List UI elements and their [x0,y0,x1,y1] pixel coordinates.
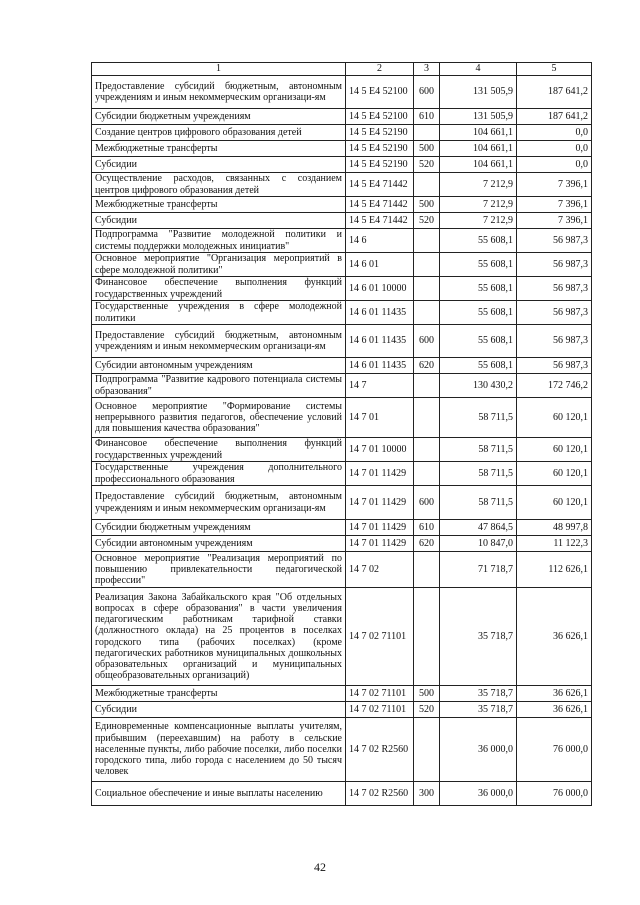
row-type-cell: 520 [414,157,440,173]
row-code-cell: 14 5 E4 71442 [346,213,414,229]
row-value-4-cell: 10 847,0 [440,536,517,552]
row-name-cell: Субсидии бюджетным учреждениям [92,520,346,536]
row-type-cell: 500 [414,686,440,702]
row-name-cell: Предоставление субсидий бюджетным, автономным учреждениям и иным некоммерческим организаци-ям [92,325,346,358]
row-value-4-cell: 131 505,9 [440,76,517,109]
row-type-cell [414,125,440,141]
table-row [92,398,592,438]
table-row [92,141,592,157]
row-type-cell [414,462,440,486]
table-row [92,462,592,486]
row-type-cell [414,173,440,197]
budget-table [91,62,592,806]
table-row [92,109,592,125]
row-type-cell: 620 [414,536,440,552]
row-value-4-cell: 36 000,0 [440,718,517,782]
row-name-cell: Основное мероприятие "Организация мероприятий в сфере молодежной политики" [92,253,346,277]
row-type-cell: 300 [414,782,440,806]
row-code-cell: 14 5 E4 52190 [346,157,414,173]
table-row [92,702,592,718]
table-row [92,253,592,277]
row-name-cell: Межбюджетные трансферты [92,686,346,702]
row-code-cell: 14 7 02 R2560 [346,782,414,806]
row-value-4-cell: 35 718,7 [440,702,517,718]
table-row [92,486,592,520]
table-row [92,197,592,213]
row-type-cell [414,253,440,277]
row-code-cell: 14 7 01 11429 [346,536,414,552]
row-type-cell: 600 [414,325,440,358]
row-value-4-cell: 131 505,9 [440,109,517,125]
row-value-4-cell: 58 711,5 [440,438,517,462]
table-row [92,588,592,686]
row-name-cell: Государственные учреждения в сфере молодежной политики [92,301,346,325]
table-row [92,213,592,229]
row-value-5-cell: 76 000,0 [517,718,592,782]
row-value-5-cell: 56 987,3 [517,325,592,358]
budget-table-sheet [91,62,591,806]
row-value-4-cell: 55 608,1 [440,301,517,325]
row-name-cell: Субсидии [92,157,346,173]
row-value-4-cell: 7 212,9 [440,173,517,197]
row-type-cell: 520 [414,702,440,718]
row-name-cell: Социальное обеспечение и иные выплаты населению [92,782,346,806]
row-code-cell: 14 6 01 10000 [346,277,414,301]
table-row [92,229,592,253]
header-col-3: 3 [414,63,440,76]
row-name-cell: Реализация Закона Забайкальского края "Об отдельных вопросах в сфере образования" в части увеличения педагогическим работникам тарифной ставки (должностного оклада) на 25 процентов в поселках городского типа (рабочих поселках) (кроме педагогических работников муниципальных дошкольных образовательных организаций и муниципальных общеобразовательных организаций) [92,588,346,686]
row-type-cell [414,552,440,588]
table-row [92,686,592,702]
table-row [92,157,592,173]
row-value-4-cell: 35 718,7 [440,588,517,686]
row-value-5-cell: 56 987,3 [517,277,592,301]
row-type-cell [414,374,440,398]
header-col-5: 5 [517,63,592,76]
row-code-cell: 14 6 01 11435 [346,325,414,358]
row-name-cell: Межбюджетные трансферты [92,197,346,213]
header-col-1: 1 [92,63,346,76]
table-row [92,76,592,109]
row-code-cell: 14 7 01 10000 [346,438,414,462]
row-code-cell: 14 7 02 R2560 [346,718,414,782]
row-value-5-cell: 7 396,1 [517,173,592,197]
row-value-5-cell: 36 626,1 [517,702,592,718]
row-type-cell: 610 [414,520,440,536]
row-value-4-cell: 104 661,1 [440,157,517,173]
row-type-cell: 620 [414,358,440,374]
row-name-cell: Подпрограмма "Развитие молодежной политики и системы поддержки молодежных инициатив" [92,229,346,253]
table-row [92,125,592,141]
row-value-5-cell: 60 120,1 [517,398,592,438]
row-value-4-cell: 35 718,7 [440,686,517,702]
row-type-cell [414,301,440,325]
row-value-4-cell: 55 608,1 [440,325,517,358]
row-value-5-cell: 36 626,1 [517,588,592,686]
row-code-cell: 14 7 02 [346,552,414,588]
table-row [92,374,592,398]
table-row [92,325,592,358]
header-col-4: 4 [440,63,517,76]
row-code-cell: 14 7 01 [346,398,414,438]
row-code-cell: 14 7 01 11429 [346,520,414,536]
row-value-5-cell: 60 120,1 [517,438,592,462]
row-value-4-cell: 58 711,5 [440,486,517,520]
table-body [92,76,592,806]
row-name-cell: Субсидии автономным учреждениям [92,536,346,552]
row-value-5-cell: 76 000,0 [517,782,592,806]
page-number: 42 [314,860,326,874]
row-type-cell: 500 [414,141,440,157]
table-row [92,358,592,374]
table-row [92,438,592,462]
row-value-4-cell: 58 711,5 [440,398,517,438]
table-row [92,277,592,301]
row-value-5-cell: 187 641,2 [517,109,592,125]
row-name-cell: Субсидии [92,702,346,718]
row-value-5-cell: 60 120,1 [517,486,592,520]
row-code-cell: 14 5 E4 52190 [346,125,414,141]
row-type-cell [414,718,440,782]
row-code-cell: 14 6 01 11435 [346,358,414,374]
row-type-cell [414,398,440,438]
table-row [92,552,592,588]
row-code-cell: 14 5 E4 71442 [346,173,414,197]
row-value-5-cell: 112 626,1 [517,552,592,588]
table-row [92,536,592,552]
row-code-cell: 14 5 E4 52100 [346,76,414,109]
row-value-4-cell: 55 608,1 [440,277,517,301]
row-code-cell: 14 5 E4 71442 [346,197,414,213]
row-name-cell: Предоставление субсидий бюджетным, автономным учреждениям и иным некоммерческим организаци-ям [92,76,346,109]
row-name-cell: Субсидии автономным учреждениям [92,358,346,374]
row-code-cell: 14 6 [346,229,414,253]
row-type-cell [414,277,440,301]
row-code-cell: 14 7 02 71101 [346,702,414,718]
row-name-cell: Предоставление субсидий бюджетным, автономным учреждениям и иным некоммерческим организаци-ям [92,486,346,520]
row-value-4-cell: 58 711,5 [440,462,517,486]
row-code-cell: 14 7 01 11429 [346,486,414,520]
row-value-4-cell: 104 661,1 [440,141,517,157]
row-value-4-cell: 55 608,1 [440,229,517,253]
header-row [92,63,592,76]
row-name-cell: Основное мероприятие "Формирование системы непрерывного развития педагогов, обеспечение условий для повышения качества образования" [92,398,346,438]
row-value-5-cell: 56 987,3 [517,253,592,277]
row-name-cell: Осуществление расходов, связанных с созданием центров цифрового образования детей [92,173,346,197]
row-value-4-cell: 71 718,7 [440,552,517,588]
row-value-4-cell: 55 608,1 [440,358,517,374]
row-value-4-cell: 7 212,9 [440,197,517,213]
row-value-5-cell: 7 396,1 [517,197,592,213]
row-name-cell: Субсидии [92,213,346,229]
table-row [92,520,592,536]
row-value-5-cell: 36 626,1 [517,686,592,702]
row-type-cell [414,438,440,462]
table-row [92,782,592,806]
row-value-5-cell: 0,0 [517,157,592,173]
row-code-cell: 14 7 02 71101 [346,686,414,702]
row-value-5-cell: 56 987,3 [517,301,592,325]
row-type-cell: 520 [414,213,440,229]
row-code-cell: 14 6 01 11435 [346,301,414,325]
row-name-cell: Основное мероприятие "Реализация мероприятий по повышению привлекательности педагогической профессии" [92,552,346,588]
row-value-5-cell: 48 997,8 [517,520,592,536]
row-value-5-cell: 7 396,1 [517,213,592,229]
header-col-2: 2 [346,63,414,76]
row-value-4-cell: 104 661,1 [440,125,517,141]
row-name-cell: Подпрограмма "Развитие кадрового потенциала системы образования" [92,374,346,398]
table-row [92,301,592,325]
row-code-cell: 14 6 01 [346,253,414,277]
row-value-4-cell: 36 000,0 [440,782,517,806]
table-row [92,173,592,197]
row-name-cell: Единовременные компенсационные выплаты учителям, прибывшим (переехавшим) на работу в сельские населенные пункты, либо рабочие поселки, либо поселки городского типа, либо города с населением до 50 тысяч человек [92,718,346,782]
row-type-cell: 610 [414,109,440,125]
row-value-5-cell: 60 120,1 [517,462,592,486]
row-value-5-cell: 56 987,3 [517,229,592,253]
row-type-cell: 600 [414,486,440,520]
row-name-cell: Создание центров цифрового образования детей [92,125,346,141]
row-code-cell: 14 7 01 11429 [346,462,414,486]
row-name-cell: Государственные учреждения дополнительного профессионального образования [92,462,346,486]
row-code-cell: 14 7 02 71101 [346,588,414,686]
table-row [92,718,592,782]
row-name-cell: Межбюджетные трансферты [92,141,346,157]
row-value-5-cell: 187 641,2 [517,76,592,109]
row-type-cell [414,229,440,253]
row-value-4-cell: 47 864,5 [440,520,517,536]
row-value-5-cell: 172 746,2 [517,374,592,398]
row-type-cell [414,588,440,686]
row-value-4-cell: 55 608,1 [440,253,517,277]
row-code-cell: 14 5 E4 52100 [346,109,414,125]
row-name-cell: Субсидии бюджетным учреждениям [92,109,346,125]
row-value-4-cell: 130 430,2 [440,374,517,398]
table-header [92,63,592,76]
row-name-cell: Финансовое обеспечение выполнения функций государственных учреждений [92,277,346,301]
row-name-cell: Финансовое обеспечение выполнения функций государственных учреждений [92,438,346,462]
row-code-cell: 14 7 [346,374,414,398]
row-value-5-cell: 0,0 [517,141,592,157]
row-value-5-cell: 56 987,3 [517,358,592,374]
row-value-5-cell: 0,0 [517,125,592,141]
row-code-cell: 14 5 E4 52190 [346,141,414,157]
row-value-5-cell: 11 122,3 [517,536,592,552]
row-type-cell: 600 [414,76,440,109]
row-value-4-cell: 7 212,9 [440,213,517,229]
row-type-cell: 500 [414,197,440,213]
